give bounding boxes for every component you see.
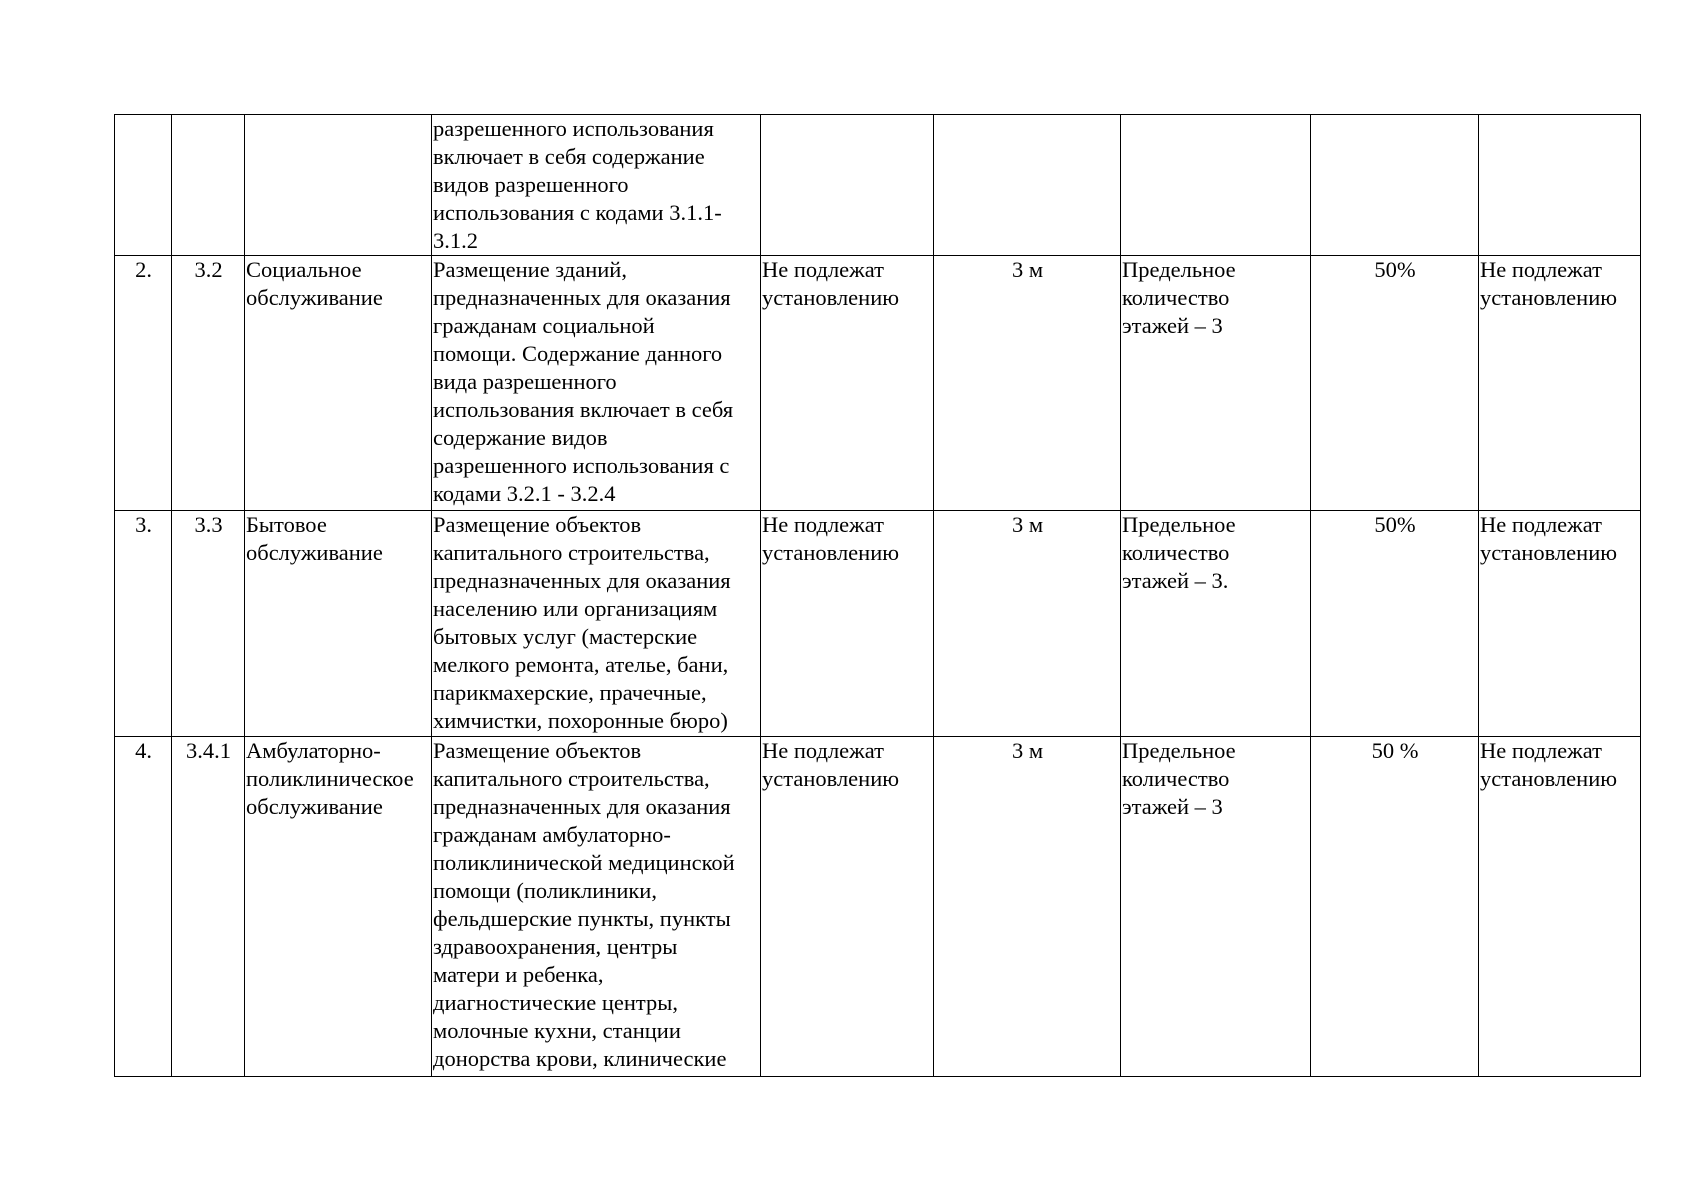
text-line: матери и ребенка, <box>433 962 604 987</box>
text-line: содержание видов <box>433 425 608 450</box>
text-line: установлению <box>762 540 900 565</box>
text-line: Предельное <box>1122 738 1236 763</box>
text-line: использования с кодами 3.1.1- <box>433 200 722 225</box>
min-size-cell <box>761 737 934 1077</box>
use-name-cell <box>245 115 432 256</box>
text-line: Амбулаторно- <box>246 738 381 763</box>
floors-cell <box>1121 737 1311 1077</box>
text-line: этажей – 3 <box>1122 794 1223 819</box>
min-size-cell <box>761 511 934 737</box>
text-line: Предельное <box>1122 512 1236 537</box>
text-line: предназначенных для оказания <box>433 568 731 593</box>
text-line: Размещение зданий, <box>433 257 627 282</box>
use-description-cell <box>432 256 761 511</box>
other-params-cell <box>1479 511 1641 737</box>
use-name-cell <box>245 256 432 511</box>
land-use-table <box>114 114 1641 1077</box>
text-line: количество <box>1122 540 1230 565</box>
text-line: разрешенного использования <box>433 116 714 141</box>
text-line: Размещение объектов <box>433 512 642 537</box>
row-number-cell: 4. <box>115 737 172 1077</box>
use-name-cell <box>245 511 432 737</box>
table-row <box>115 511 1641 737</box>
text-line: поликлинической медицинской <box>433 850 735 875</box>
text-line: капитального строительства, <box>433 540 710 565</box>
floors-cell <box>1121 256 1311 511</box>
text-line: Не подлежат <box>1480 257 1602 282</box>
text-line: поликлиническое <box>246 766 414 791</box>
text-line: гражданам социальной <box>433 313 655 338</box>
text-line: донорства крови, клинические <box>433 1046 727 1071</box>
text-line: этажей – 3. <box>1122 568 1229 593</box>
text-line: разрешенного использования с <box>433 453 730 478</box>
text-line: Не подлежат <box>1480 512 1602 537</box>
table-row <box>115 737 1641 1077</box>
setback-cell <box>934 115 1121 256</box>
table-row <box>115 115 1641 256</box>
other-params-cell <box>1479 115 1641 256</box>
text-line: Не подлежат <box>762 512 884 537</box>
text-line: химчистки, похоронные бюро) <box>433 708 728 733</box>
setback-cell: 3 м <box>934 256 1121 511</box>
text-line: Не подлежат <box>1480 738 1602 763</box>
text-line: молочные кухни, станции <box>433 1018 681 1043</box>
use-description-cell <box>432 511 761 737</box>
text-line: Не подлежат <box>762 738 884 763</box>
text-line: Не подлежат <box>762 257 884 282</box>
row-number-cell: 3. <box>115 511 172 737</box>
min-size-cell <box>761 256 934 511</box>
text-line: Размещение объектов <box>433 738 642 763</box>
text-line: вида разрешенного <box>433 369 617 394</box>
text-line: обслуживание <box>246 285 383 310</box>
text-line: капитального строительства, <box>433 766 710 791</box>
text-line: Бытовое <box>246 512 327 537</box>
text-line: предназначенных для оказания <box>433 285 731 310</box>
text-line: количество <box>1122 766 1230 791</box>
text-line: диагностические центры, <box>433 990 679 1015</box>
other-params-cell <box>1479 256 1641 511</box>
use-code-cell: 3.2 <box>172 256 245 511</box>
use-name-cell <box>245 737 432 1077</box>
floors-cell <box>1121 511 1311 737</box>
text-line: парикмахерские, прачечные, <box>433 680 707 705</box>
text-line: Предельное <box>1122 257 1236 282</box>
use-code-cell: 3.3 <box>172 511 245 737</box>
min-size-cell <box>761 115 934 256</box>
table-row <box>115 256 1641 511</box>
text-line: помощи. Содержание данного <box>433 341 723 366</box>
text-line: использования включает в себя <box>433 397 734 422</box>
text-line: установлению <box>1480 285 1618 310</box>
text-line: населению или организациям <box>433 596 718 621</box>
text-line: обслуживание <box>246 540 383 565</box>
text-line: Социальное <box>246 257 362 282</box>
text-line: предназначенных для оказания <box>433 794 731 819</box>
text-line: помощи (поликлиники, <box>433 878 657 903</box>
coverage-cell: 50% <box>1311 511 1479 737</box>
text-line: видов разрешенного <box>433 172 629 197</box>
setback-cell: 3 м <box>934 737 1121 1077</box>
text-line: установлению <box>1480 540 1618 565</box>
coverage-cell <box>1311 115 1479 256</box>
text-line: бытовых услуг (мастерские <box>433 624 698 649</box>
setback-cell: 3 м <box>934 511 1121 737</box>
coverage-cell: 50% <box>1311 256 1479 511</box>
text-line: этажей – 3 <box>1122 313 1223 338</box>
text-line: здравоохранения, центры <box>433 934 678 959</box>
coverage-cell: 50 % <box>1311 737 1479 1077</box>
floors-cell <box>1121 115 1311 256</box>
table-body <box>115 115 1641 1077</box>
other-params-cell <box>1479 737 1641 1077</box>
text-line: мелкого ремонта, ателье, бани, <box>433 652 729 677</box>
text-line: количество <box>1122 285 1230 310</box>
text-line: установлению <box>762 285 900 310</box>
text-line: обслуживание <box>246 794 383 819</box>
text-line: установлению <box>762 766 900 791</box>
row-number-cell <box>115 115 172 256</box>
text-line: кодами 3.2.1 - 3.2.4 <box>433 481 616 506</box>
text-line: 3.1.2 <box>433 228 478 253</box>
text-line: установлению <box>1480 766 1618 791</box>
text-line: гражданам амбулаторно- <box>433 822 671 847</box>
use-description-cell <box>432 115 761 256</box>
row-number-cell: 2. <box>115 256 172 511</box>
use-code-cell: 3.4.1 <box>172 737 245 1077</box>
use-description-cell <box>432 737 761 1077</box>
use-code-cell <box>172 115 245 256</box>
text-line: включает в себя содержание <box>433 144 705 169</box>
text-line: фельдшерские пункты, пункты <box>433 906 731 931</box>
